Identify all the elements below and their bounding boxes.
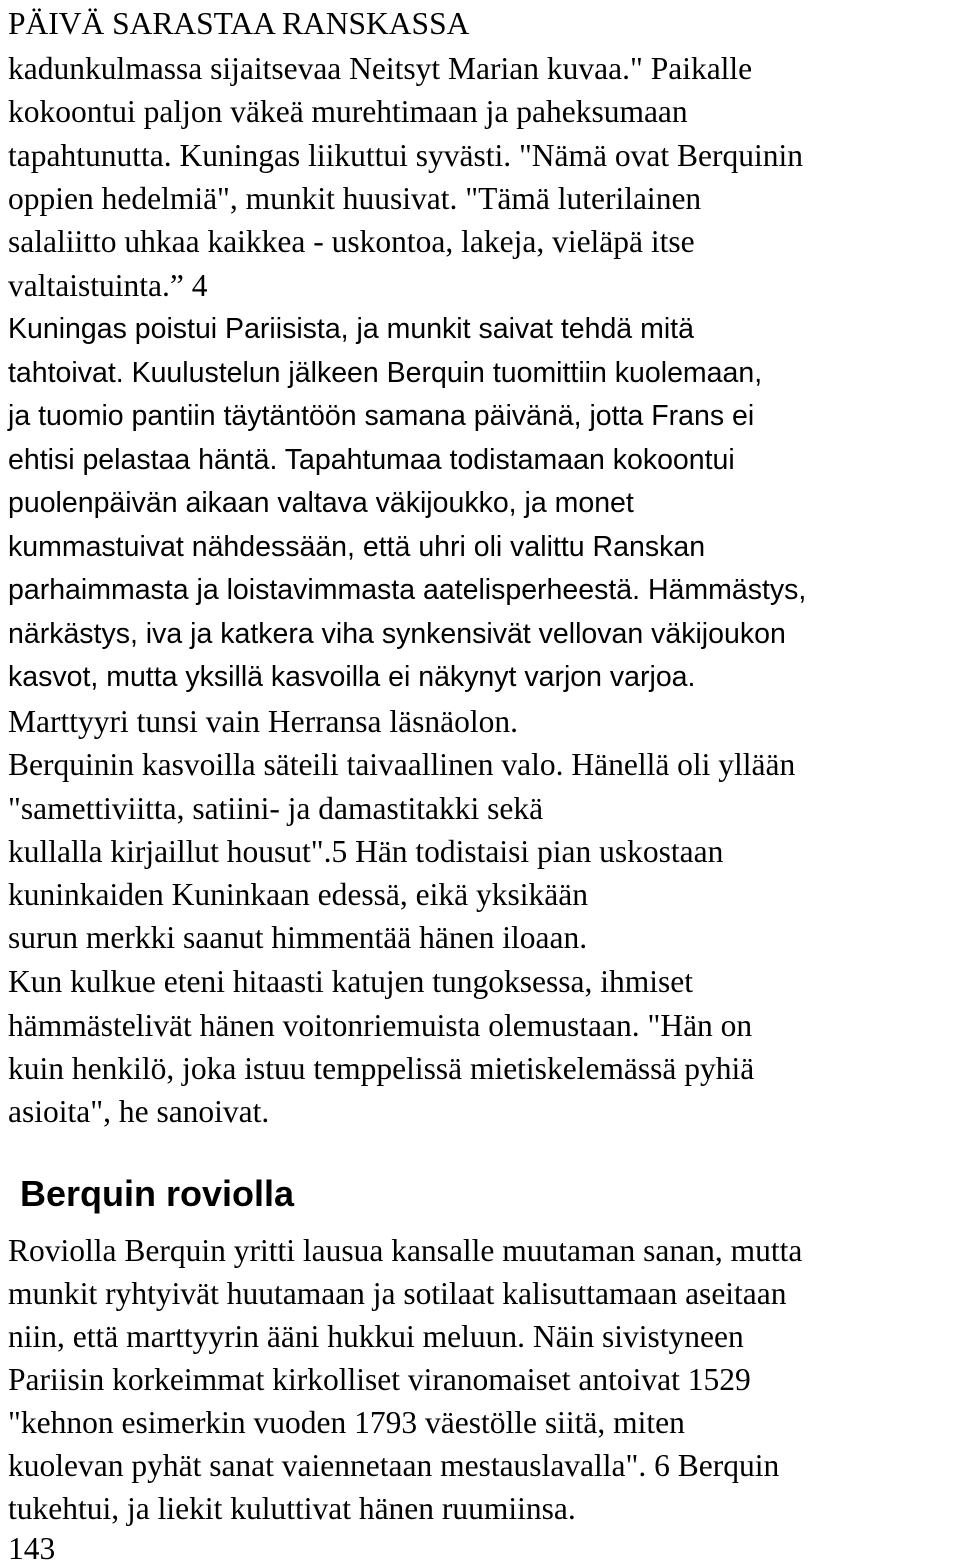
text-line: Kuningas poistui Pariisista, ja munkit saivat tehdä mitä (8, 313, 694, 345)
text-line: kuin henkilö, joka istuu temppelissä mietiskelemässä pyhiä (8, 1051, 755, 1086)
text-line: hämmästelivät hänen voitonriemuista olemustaan. "Hän on (8, 1008, 753, 1043)
text-line: kasvot, mutta yksillä kasvoilla ei näkynyt varjon varjoa. (8, 661, 696, 693)
text-line: ehtisi pelastaa häntä. Tapahtumaa todistamaan kokoontui (8, 444, 735, 476)
text-line: Berquinin kasvoilla säteili taivaallinen valo. Hänellä oli yllään (8, 747, 796, 782)
text-line: oppien hedelmiä", munkit huusivat. "Tämä luterilainen (8, 181, 702, 216)
text-line: asioita", he sanoivat. (8, 1094, 270, 1129)
text-line: Kun kulkue eteni hitaasti katujen tungoksessa, ihmiset (8, 964, 694, 999)
text-line: kullalla kirjaillut housut".5 Hän todistaisi pian uskostaan (8, 834, 724, 869)
text-line: kuolevan pyhät sanat vaiennetaan mestauslavalla". 6 Berquin (8, 1448, 780, 1483)
text-line: valtaistuinta.” 4 (8, 268, 208, 303)
text-line: Roviolla Berquin yritti lausua kansalle muutaman sanan, mutta (8, 1233, 803, 1268)
text-line: närkästys, iva ja katkera viha synkensivät vellovan väkijoukon (8, 618, 786, 650)
text-line: munkit ryhtyivät huutamaan ja sotilaat kalisuttamaan aseitaan (8, 1276, 787, 1311)
text-line: "samettiviitta, satiini- ja damastitakki sekä (8, 791, 544, 826)
text-line: niin, että marttyyrin ääni hukkui meluun. Näin sivistyneen (8, 1319, 744, 1354)
text-line: salaliitto uhkaa kaikkea - uskontoa, lakeja, vieläpä itse (8, 224, 695, 259)
text-line: tahtoivat. Kuulustelun jälkeen Berquin tuomittiin kuolemaan, (8, 357, 763, 389)
section-heading: Berquin roviolla (20, 1173, 295, 1214)
text-line: kummastuivat nähdessään, että uhri oli valittu Ranskan (8, 531, 706, 563)
text-line: tukehtui, ja liekit kuluttivat hänen ruumiinsa. (8, 1491, 576, 1526)
text-line: parhaimmasta ja loistavimmasta aatelisperheestä. Hämmästys, (8, 574, 807, 606)
text-line: Pariisin korkeimmat kirkolliset viranomaiset antoivat 1529 (8, 1362, 751, 1397)
text-line: tapahtunutta. Kuningas liikuttui syvästi. "Nämä ovat Berquinin (8, 138, 803, 173)
page-number: 143 (8, 1531, 56, 1566)
text-line: surun merkki saanut himmentää hänen iloaan. (8, 920, 588, 955)
text-line: puolenpäivän aikaan valtava väkijoukko, ja monet (8, 487, 634, 519)
text-line: "kehnon esimerkin vuoden 1793 väestölle siitä, miten (8, 1405, 685, 1440)
text-line: kadunkulmassa sijaitsevaa Neitsyt Marian kuvaa." Paikalle (8, 51, 753, 86)
text-line: kuninkaiden Kuninkaan edessä, eikä yksikään (8, 877, 588, 912)
chapter-title: PÄIVÄ SARASTAA RANSKASSA (8, 6, 470, 41)
text-line: kokoontui paljon väkeä murehtimaan ja paheksumaan (8, 94, 688, 129)
text-line: Marttyyri tunsi vain Herransa läsnäolon. (8, 704, 518, 739)
text-line: ja tuomio pantiin täytäntöön samana päivänä, jotta Frans ei (8, 400, 755, 432)
